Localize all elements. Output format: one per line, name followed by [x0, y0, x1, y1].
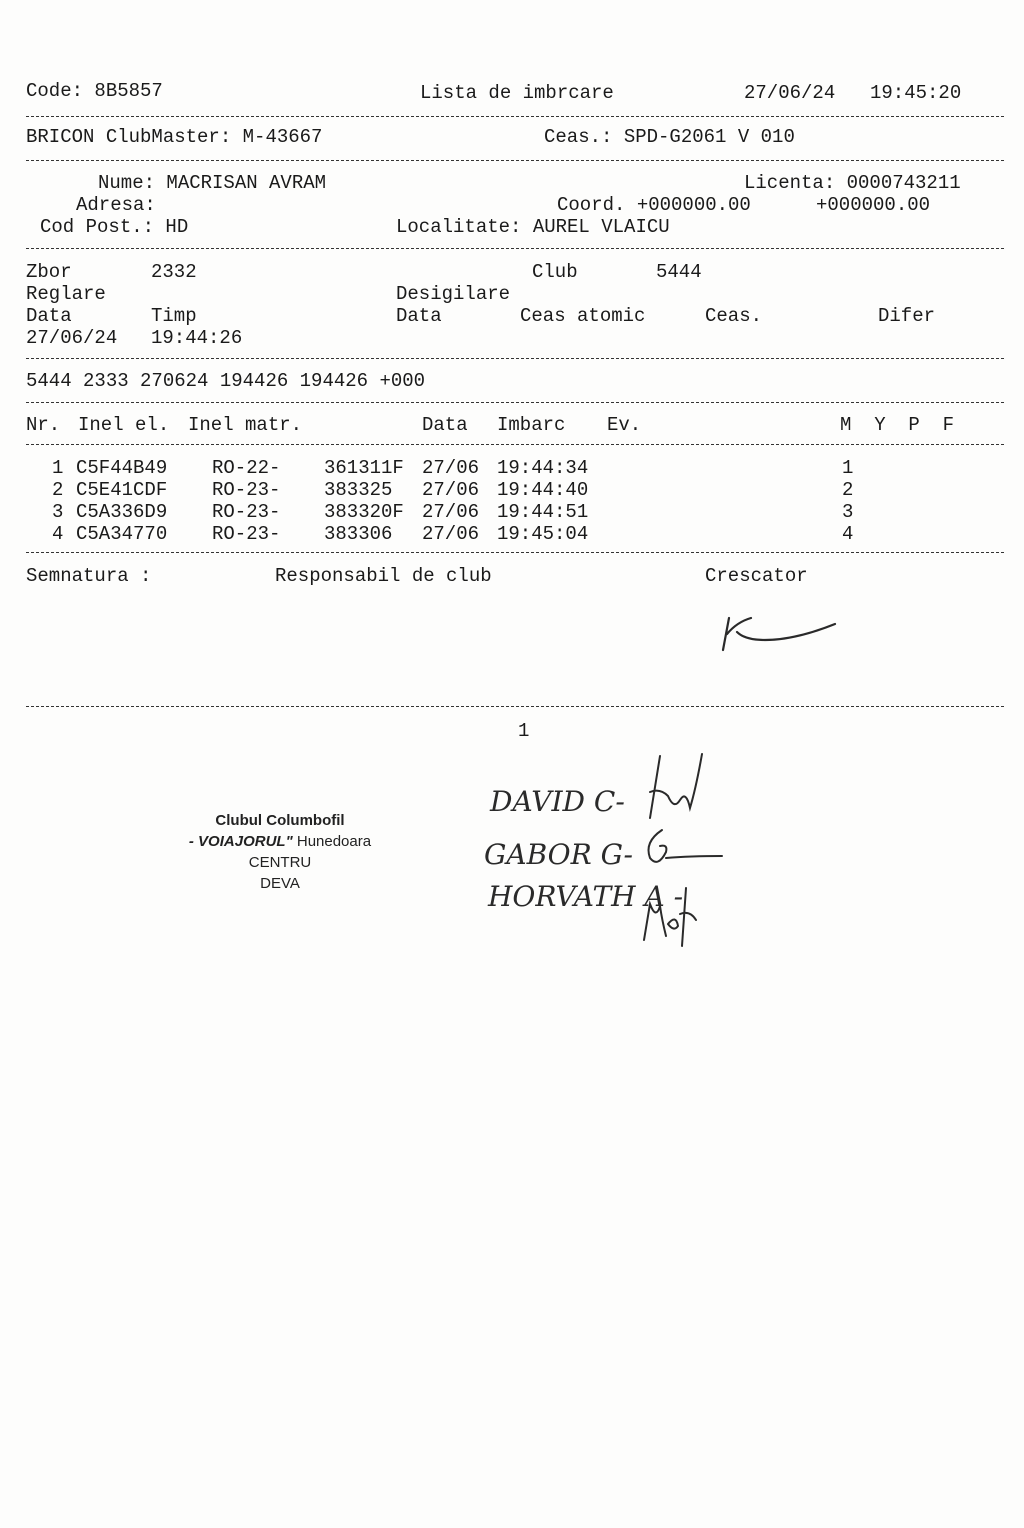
cell-data: 27/06 — [422, 457, 480, 479]
stamp-city: Hunedoara — [292, 833, 372, 850]
cell-inel-el: C5E41CDF — [76, 479, 168, 501]
ceas-atomic-label: Ceas atomic — [520, 305, 646, 327]
stamp-line-4: DEVA — [260, 875, 300, 892]
data-label-2: Data — [396, 305, 442, 327]
divider — [26, 116, 1004, 117]
col-inel-el: Inel el. — [78, 414, 170, 436]
club-label: Club — [532, 261, 578, 283]
desigilare-label: Desigilare — [396, 283, 511, 305]
cell-nr: 3 — [52, 501, 64, 523]
handwritten-name-1: DAVID C- — [490, 785, 625, 818]
cell-inel-el: C5A34770 — [76, 523, 168, 545]
cell-time: 19:44:51 — [497, 501, 589, 523]
col-imbarc: Imbarc — [497, 414, 566, 436]
col-ev: Ev. — [607, 414, 642, 436]
cell-time: 19:44:40 — [497, 479, 589, 501]
reglare-time: 19:44:26 — [151, 327, 243, 349]
header-time: 19:45:20 — [870, 82, 962, 104]
cell-matr: 383320F — [324, 501, 404, 523]
cell-nr: 4 — [52, 523, 64, 545]
divider — [26, 402, 1004, 403]
crescator-label: Crescator — [705, 565, 808, 587]
difer-label: Difer — [878, 305, 936, 327]
divider — [26, 160, 1004, 161]
cell-matr: 383306 — [324, 523, 393, 545]
timp-label: Timp — [151, 305, 197, 327]
fancier-name: Nume: MACRISAN AVRAM — [98, 172, 327, 194]
divider — [26, 444, 1004, 445]
club-value: 5444 — [656, 261, 702, 283]
club-master: BRICON ClubMaster: M-43667 — [26, 126, 323, 148]
data-label: Data — [26, 305, 72, 327]
cell-inel-el: C5A336D9 — [76, 501, 168, 523]
divider — [26, 358, 1004, 359]
stamp-club-name: - VOIAJORUL" — [188, 833, 293, 850]
cell-data: 27/06 — [422, 479, 480, 501]
divider — [26, 248, 1004, 249]
cell-time: 19:45:04 — [497, 523, 589, 545]
stamp-line-1: Clubul Columbofil — [215, 812, 345, 829]
zbor-value: 2332 — [151, 261, 197, 283]
document-code: Code: 8B5857 — [26, 80, 163, 102]
signature-1 — [630, 748, 710, 828]
fancier-coord-2: +000000.00 — [816, 194, 931, 216]
cell-data: 27/06 — [422, 523, 480, 545]
cell-prefix: RO-22- — [212, 457, 281, 479]
reglare-date: 27/06/24 — [26, 327, 118, 349]
document-title: Lista de imbrcare — [420, 82, 614, 104]
cell-prefix: RO-23- — [212, 479, 281, 501]
col-data: Data — [422, 414, 468, 436]
cell-inel-el: C5F44B49 — [76, 457, 168, 479]
col-myp: M Y P F — [840, 414, 955, 436]
col-nr: Nr. — [26, 414, 61, 436]
divider — [26, 706, 1004, 707]
cell-nr: 1 — [52, 457, 64, 479]
cell-data: 27/06 — [422, 501, 480, 523]
fancier-address: Adresa: — [76, 194, 156, 216]
summary-line: 5444 2333 270624 194426 194426 +000 — [26, 370, 426, 392]
divider — [26, 552, 1004, 553]
col-inel-matr: Inel matr. — [188, 414, 303, 436]
cell-m: 4 — [842, 523, 854, 545]
page-number: 1 — [518, 720, 530, 742]
fancier-license: Licenta: 0000743211 — [744, 172, 961, 194]
crescator-signature — [715, 610, 845, 660]
handwritten-name-3: HORVATH A - — [488, 880, 684, 913]
cell-prefix: RO-23- — [212, 523, 281, 545]
cell-nr: 2 — [52, 479, 64, 501]
cell-m: 1 — [842, 457, 854, 479]
header-date: 27/06/24 — [744, 82, 836, 104]
fancier-postal: Cod Post.: HD — [40, 216, 189, 238]
zbor-label: Zbor — [26, 261, 72, 283]
clock-id: Ceas.: SPD-G2061 V 010 — [544, 126, 795, 148]
fancier-coord: Coord. +000000.00 — [557, 194, 751, 216]
ceas-label: Ceas. — [705, 305, 763, 327]
responsabil-label: Responsabil de club — [275, 565, 492, 587]
club-stamp — [160, 810, 400, 894]
signature-3 — [636, 880, 706, 950]
semnatura-label: Semnatura : — [26, 565, 152, 587]
cell-m: 3 — [842, 501, 854, 523]
cell-matr: 361311F — [324, 457, 404, 479]
cell-prefix: RO-23- — [212, 501, 281, 523]
cell-matr: 383325 — [324, 479, 393, 501]
handwritten-name-2: GABOR G- — [484, 838, 633, 871]
signature-2 — [640, 822, 730, 872]
fancier-locality: Localitate: AUREL VLAICU — [396, 216, 670, 238]
cell-m: 2 — [842, 479, 854, 501]
stamp-line-3: CENTRU — [248, 854, 312, 871]
cell-time: 19:44:34 — [497, 457, 589, 479]
reglare-label: Reglare — [26, 283, 106, 305]
